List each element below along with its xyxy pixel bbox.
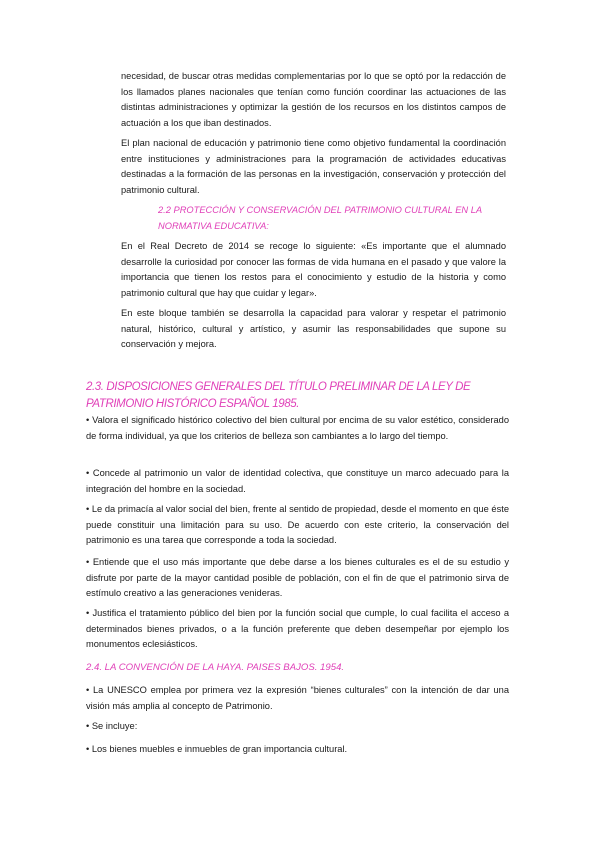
section-2-3-heading: 2.3. DISPOSICIONES GENERALES DEL TÍTULO PRELIMINAR DE LA LEY DE PATRIMONIO HISTÓRICO ESPAÑOL 1985.: [86, 381, 471, 410]
bullet-concede-identidad: • Concede al patrimonio un valor de identidad colectiva, que constituye un marco adecuado para la integración del hombre en la sociedad.: [86, 468, 509, 494]
paragraph-real-decreto: En el Real Decreto de 2014 se recoge lo siguiente: «Es importante que el alumnado desarrolle la curiosidad por conocer las formas de vida humana en el pasado y que valore la importancia que tienen los restos para el conocimiento y estudio de la historia y como patrimonio cultural que hay que cuidar y legar».: [121, 241, 506, 298]
bullet-bienes-muebles: • Los bienes muebles e inmuebles de gran importancia cultural.: [86, 744, 348, 754]
paragraph-bloque-capacidad: En este bloque también se desarrolla la capacidad para valorar y respetar el patrimonio natural, histórico, cultural y artístico, y asumir las responsabilidades que supone su conservación y mejora.: [121, 308, 506, 350]
bullet-se-incluye: • Se incluye:: [86, 721, 138, 731]
bullet-valora-significado: • Valora el significado histórico colectivo del bien cultural por encima de su valor estético, considerado de forma individual, ya que los criterios de belleza son cambiantes a lo largo del tiempo.: [86, 415, 509, 441]
section-2-4-heading: 2.4. LA CONVENCIÓN DE LA HAYA. PAISES BAJOS. 1954.: [86, 662, 345, 673]
bullet-uso-estudio: • Entiende que el uso más importante que debe darse a los bienes culturales es el de su estudio y disfrute por parte de la mayor cantidad posible de población, con el fin de que el patrimonio sirva de estímulo creativo a las generaciones venideras.: [86, 557, 509, 599]
bullet-primacia-social: • Le da primacía al valor social del bien, frente al sentido de propiedad, desde el momento en que éste puede constituir una limitación para su uso. De acuerdo con este criterio, la conservación del patrimonio es una tarea que corresponde a toda la sociedad.: [86, 504, 509, 546]
paragraph-plan-nacional-educacion: El plan nacional de educación y patrimonio tiene como objetivo fundamental la coordinación entre instituciones y administraciones para la programación de actividades educativas destinadas a la formación de las personas en la investigación, conservación y protección del patrimonio cultural.: [121, 138, 506, 195]
bullet-tratamiento-publico: • Justifica el tratamiento público del bien por la función social que cumple, lo cual facilita el acceso a determinados bienes privados, o a la función preferente que deben desempeñar por ejemplo los monumentos eclesiásticos.: [86, 608, 509, 650]
paragraph-planes-nacionales: necesidad, de buscar otras medidas complementarias por lo que se optó por la redacción de los llamados planes nacionales que tenían como función coordinar las actuaciones de las distintas administraciones y optimizar la gestión de los recursos en los distintos campos de actuación a los que iban destinados.: [121, 71, 506, 128]
section-2-2-heading: 2.2 PROTECCIÓN Y CONSERVACIÓN DEL PATRIMONIO CULTURAL EN LA NORMATIVA EDUCATIVA:: [158, 205, 482, 231]
bullet-unesco-bienes: • La UNESCO emplea por primera vez la expresión “bienes culturales” con la intención de dar una visión más amplia al concepto de Patrimonio.: [86, 685, 509, 711]
